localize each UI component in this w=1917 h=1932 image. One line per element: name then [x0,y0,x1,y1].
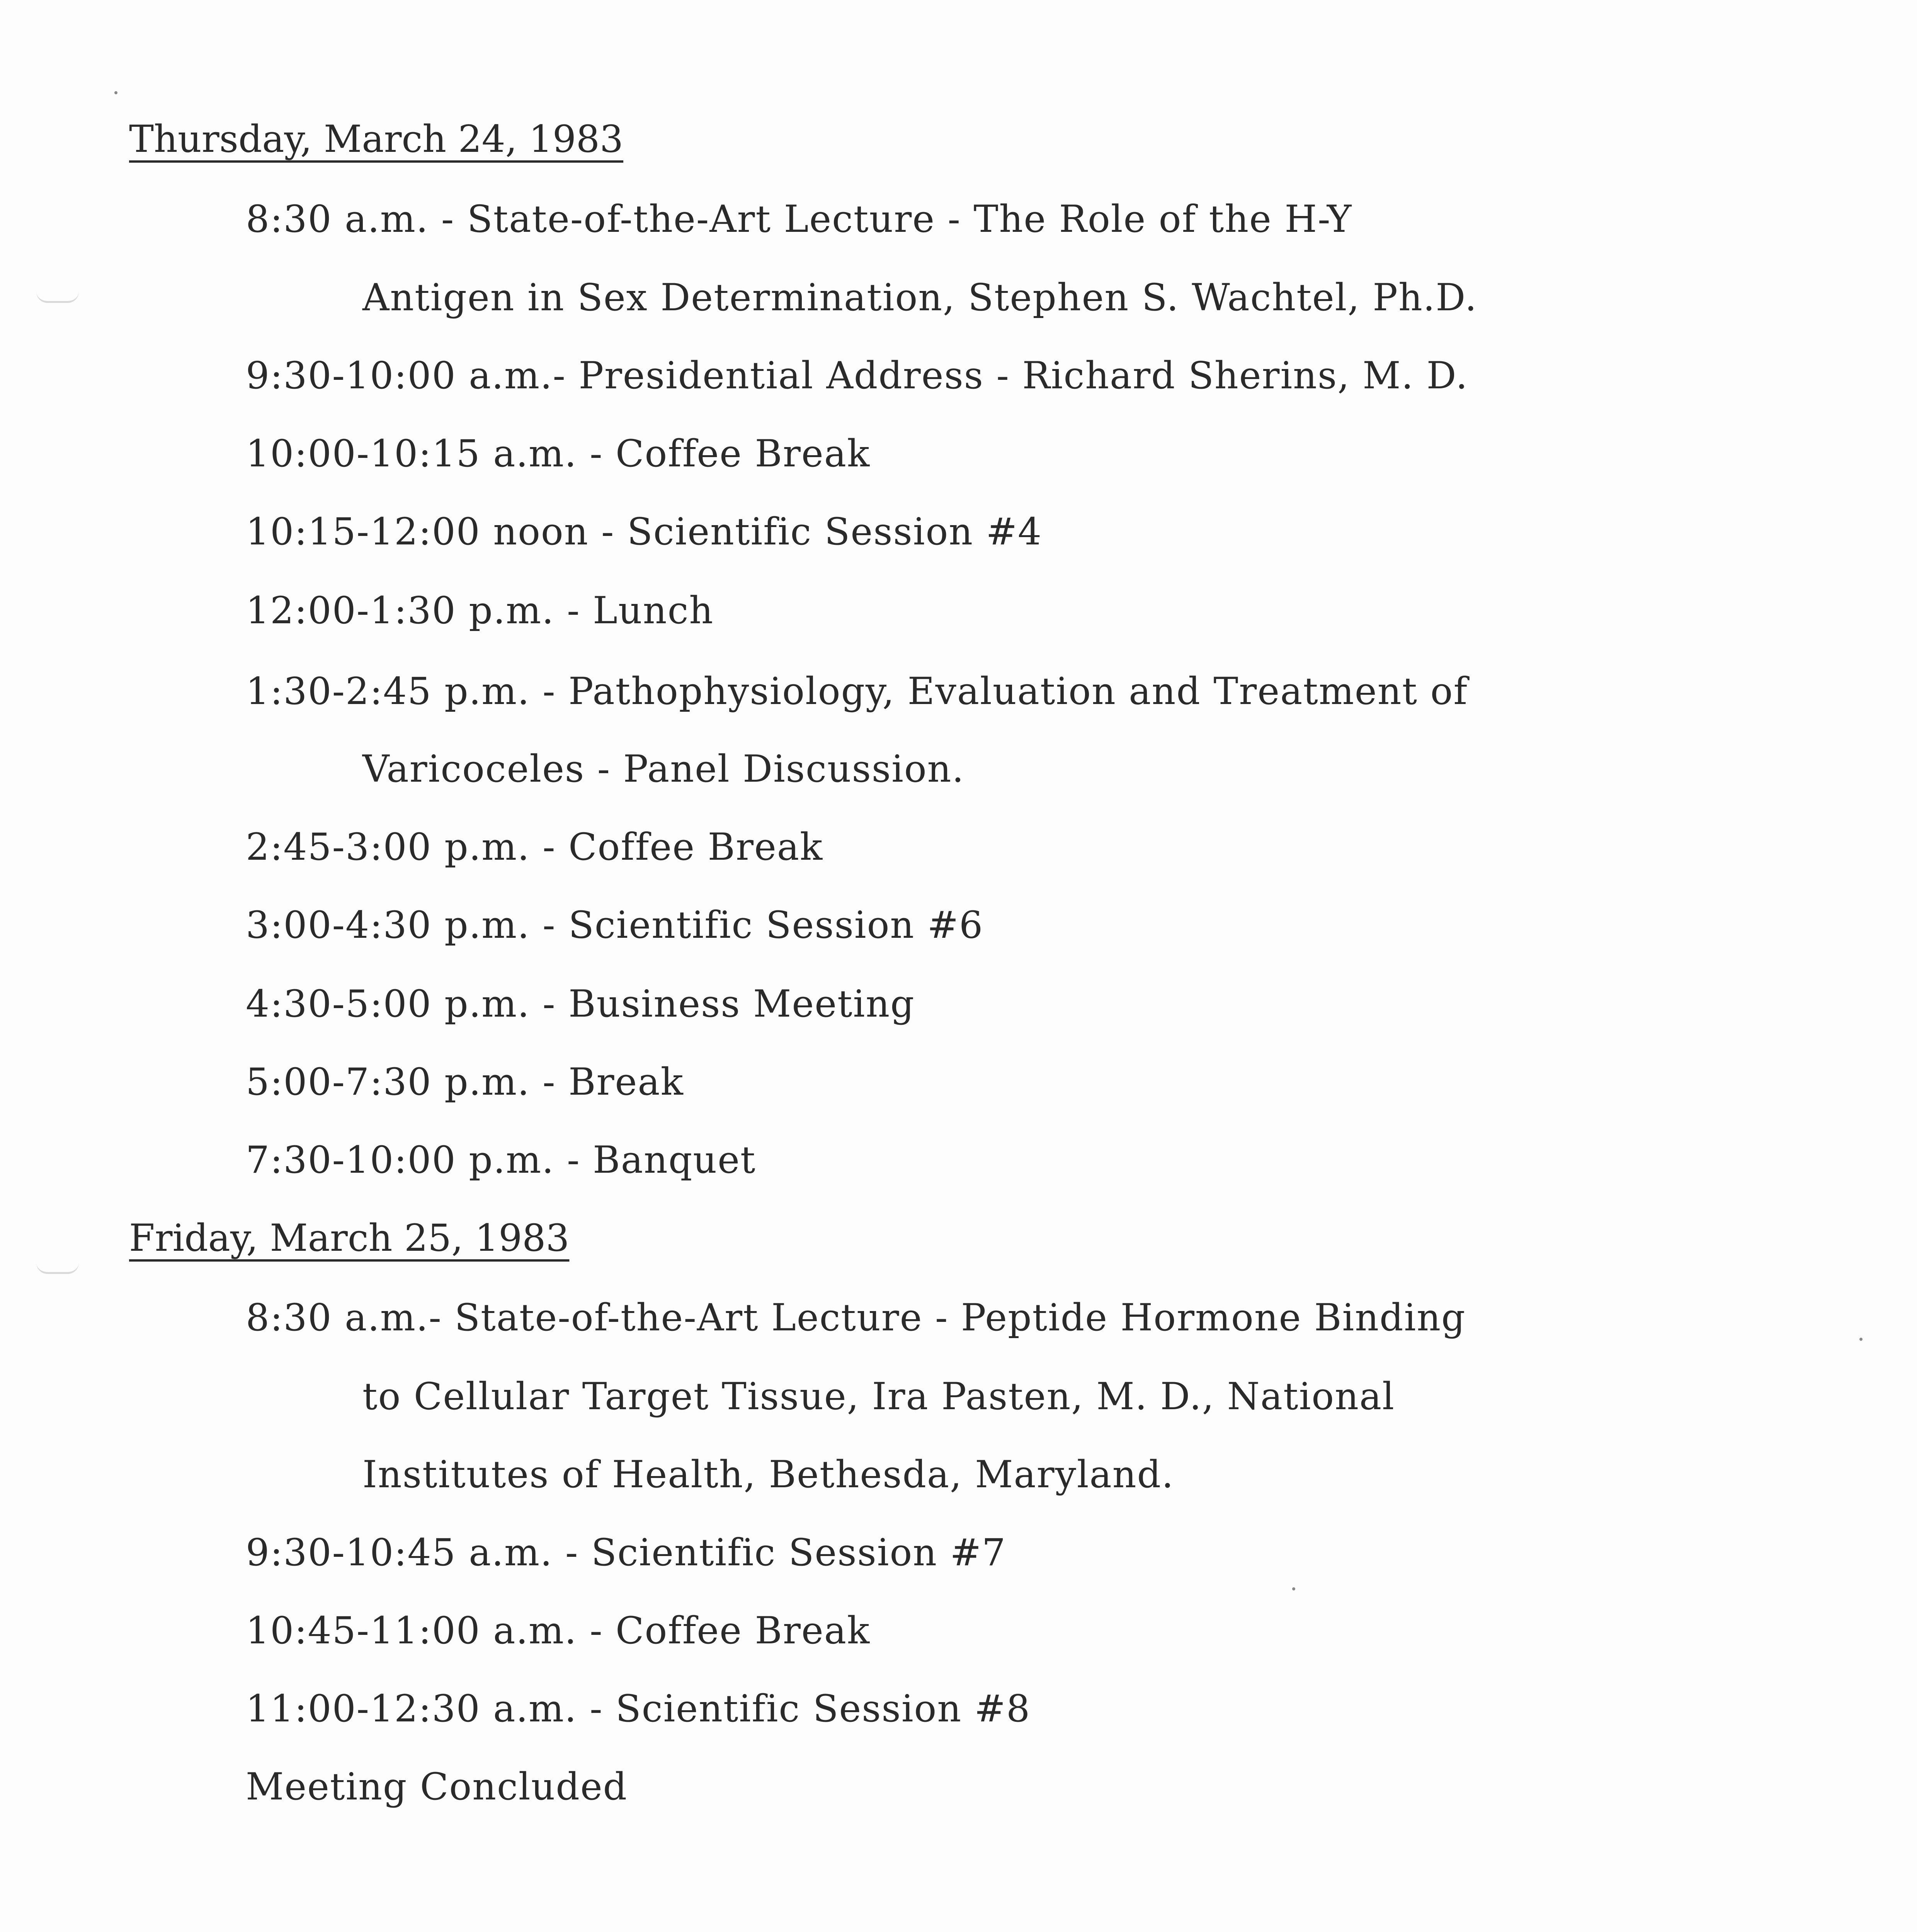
schedule-line: Meeting Concluded [246,1765,628,1808]
schedule-line: 10:00-10:15 a.m. - Coffee Break [246,432,871,475]
thursday-heading: Thursday, March 24, 1983 [129,117,624,161]
schedule-line: Varicoceles - Panel Discussion. [362,747,965,791]
schedule-line: Institutes of Health, Bethesda, Maryland. [362,1453,1174,1496]
schedule-line: 9:30-10:45 a.m. - Scientific Session #7 [246,1531,1007,1574]
schedule-line: 10:15-12:00 noon - Scientific Session #4 [246,510,1043,553]
schedule-line: 4:30-5:00 p.m. - Business Meeting [246,982,915,1026]
schedule-line: 3:00-4:30 p.m. - Scientific Session #6 [246,903,984,947]
schedule-line: 5:00-7:30 p.m. - Break [246,1060,684,1104]
schedule-line: 9:30-10:00 a.m.- Presidential Address - Richard Sherins, M. D. [246,354,1468,397]
schedule-line: to Cellular Target Tissue, Ira Pasten, M. D., National [362,1375,1395,1418]
schedule-line: 7:30-10:00 p.m. - Banquet [246,1138,756,1182]
friday-heading: Friday, March 25, 1983 [129,1216,570,1260]
paper-speck [1859,1338,1863,1341]
schedule-line: 10:45-11:00 a.m. - Coffee Break [246,1609,871,1652]
schedule-line: 8:30 a.m.- State-of-the-Art Lecture - Peptide Hormone Binding [246,1296,1466,1339]
binder-hole-mark [36,1263,79,1274]
schedule-line: 8:30 a.m. - State-of-the-Art Lecture - The Role of the H-Y [246,197,1352,241]
paper-speck [114,91,117,94]
schedule-line: 2:45-3:00 p.m. - Coffee Break [246,825,823,869]
schedule-line: 11:00-12:30 a.m. - Scientific Session #8 [246,1687,1031,1730]
schedule-line: 12:00-1:30 p.m. - Lunch [246,589,714,632]
binder-hole-mark [36,292,79,303]
paper-speck [1292,1587,1295,1590]
schedule-line: Antigen in Sex Determination, Stephen S. Wachtel, Ph.D. [362,276,1478,319]
schedule-line: 1:30-2:45 p.m. - Pathophysiology, Evaluation and Treatment of [246,670,1468,713]
